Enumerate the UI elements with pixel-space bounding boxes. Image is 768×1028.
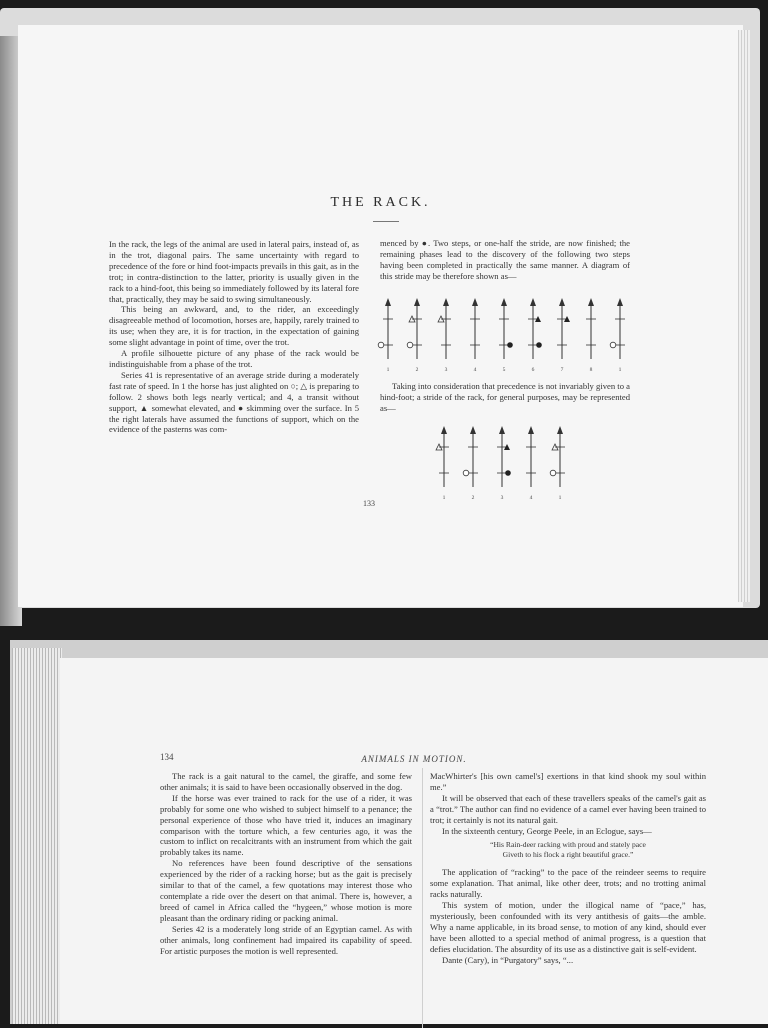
arrow-head	[414, 298, 420, 306]
page-133	[18, 25, 743, 607]
left-column	[160, 771, 412, 956]
phase-label: 7	[560, 367, 564, 373]
right-column	[430, 771, 706, 966]
open-circle-symbol	[378, 342, 384, 348]
paragraph: Taking into consideration that precedence is not invariably given to a hind-foot; a stride of the rack, for general purposes, may be represented as—	[380, 381, 630, 413]
solid-circle-symbol	[505, 470, 511, 476]
arrow-head	[501, 298, 507, 306]
arrow-head	[530, 298, 536, 306]
open-circle-symbol	[463, 470, 469, 476]
phase-label: 4	[529, 495, 533, 501]
page-number: 134	[160, 752, 174, 762]
phase-label: 3	[500, 495, 504, 501]
paragraph: In the rack, the legs of the animal are used in lateral pairs, instead of, as in the trot, diagonal pairs. The same uncertainty with regard to precedence of the fore or hind foot-impacts prevails in this gait, as in the trot; in contra-distinction to the latter, priority is usually given in the rack to a hind-foot, this being so immediately followed by its lateral fore that, practically, they may be said to swing simultaneously.	[109, 239, 359, 304]
page-134	[60, 658, 768, 1024]
arrow-head	[557, 426, 563, 434]
phase-label: 2	[415, 367, 419, 373]
running-head: ANIMALS IN MOTION.	[361, 754, 467, 764]
open-circle-symbol	[610, 342, 616, 348]
arrow-head	[443, 298, 449, 306]
phase-label: 1	[442, 495, 446, 501]
phase-label: 5	[502, 367, 506, 373]
paragraph: It will be observed that each of these travellers speaks of the camel's gait as a “trot.” The author can find no evidence of a camel ever having been trained to trot; it certainly is not its natural gait.	[430, 792, 706, 825]
verse-quote	[430, 840, 706, 859]
rack-diagram-full-stride	[374, 295, 636, 375]
rack-diagram-general	[432, 423, 572, 501]
quote-line: Giveth to his flock a right beautiful grace.”	[502, 849, 634, 859]
page-title: THE RACK.	[330, 195, 431, 210]
phase-label: 4	[473, 367, 477, 373]
paragraph: Series 42 is a moderately long stride of an Egyptian camel. As with other animals, long confinement had impaired its capability of speed. For artistic purposes the motion is well represented.	[160, 923, 412, 956]
arrow-head	[528, 426, 534, 434]
arrow-head	[559, 298, 565, 306]
column-divider	[422, 768, 423, 1028]
arrow-head	[472, 298, 478, 306]
paragraph: menced by ●. Two steps, or one-half the stride, are now finished; the remaining phases lead to the discovery of the following two steps having been completed in practically the same manner. A diagram of this stride may be therefore shown as—	[380, 238, 630, 281]
phase-label: 8	[589, 367, 593, 373]
title-ornament	[373, 221, 399, 222]
phase-label: 6	[531, 367, 535, 373]
phase-label: 2	[471, 495, 475, 501]
page-number: 133	[363, 499, 375, 508]
arrow-head	[588, 298, 594, 306]
paragraph: MacWhirter's [his own camel's] exertions in that kind shook my soul within me.”	[430, 771, 706, 792]
paragraph: The rack is a gait natural to the camel, the giraffe, and some few other animals; it is said to have been occasionally observed in the dog.	[160, 771, 412, 792]
right-column-lower	[380, 381, 630, 414]
arrow-head	[385, 298, 391, 306]
paragraph: No references have been found descriptive of the sensations experienced by the rider of a racking horse; but as the gait is precisely similar to that of the camel, a few quotations may interest those who contemplate a ride over the desert on that animal. There is, however, a breed of camel in Africa called the “hygeen,” whose motion is more pleasant than the ordinary riding or packing animal.	[160, 858, 412, 923]
arrow-head	[499, 426, 505, 434]
paragraph: Dante (Cary), in “Purgatory” says, “...	[442, 954, 574, 965]
phase-label: 1	[558, 495, 562, 501]
open-circle-symbol	[407, 342, 413, 348]
arrow-head	[617, 298, 623, 306]
paragraph: This being an awkward, and, to the rider, an exceedingly disagreeable method of locomotion, horses are, happily, rarely trained to its use; when they are, it is for traction, in the expectation of gaining some slight advantage in point of time, over the trot.	[109, 304, 359, 348]
solid-circle-symbol	[507, 342, 513, 348]
paragraph: A profile silhouette picture of any phase of the rack would be indistinguishable from a phase of the trot.	[109, 348, 359, 369]
open-circle-symbol	[550, 470, 556, 476]
paragraph: If the horse was ever trained to rack for the use of a rider, it was probably for some one who wished to subject himself to a penance; the personal experience of those who have tried it, induces an imaginary comparison with the torture which, a few centuries ago, it was the custom to inflict on recalcitrants with an instrument from which the gait probably takes its name.	[160, 792, 412, 858]
bottom-page-stack-edge	[12, 648, 62, 1024]
top-page-stack-edge	[738, 30, 750, 602]
paragraph: The application of “racking” to the pace of the reindeer seems to require some explanation. That animal, like other deer, trots; and no trotting animal racks naturally.	[430, 867, 706, 900]
solid-circle-symbol	[536, 342, 542, 348]
paragraph: In the sixteenth century, George Peele, in an Eclogue, says—	[442, 825, 652, 836]
quote-line: “His Rain-deer racking with proud and stately pace	[490, 840, 646, 850]
phase-label: 3	[444, 367, 448, 373]
paragraph: This system of motion, under the illogical name of “pace,” has, mysteriously, been confounded with its very antithesis of gaits—the amble. Why a name applicable, in its broad sense, to motion of any kind, should ever have been allotted to a special method of animal progress, is a question that defies elucidation. The absurdity of its use as a distinctive gait is self-evident.	[430, 900, 706, 954]
phase-label: 1	[386, 367, 390, 373]
left-column	[109, 239, 359, 525]
right-column-upper	[380, 238, 630, 282]
paragraph: Series 41 is representative of an average stride during a moderately fast rate of speed. In 1 the horse has just alighted on ○; △ is preparing to follow. 2 shows both legs nearly vertical; and 4, a transit without support, ▲ somewhat elevated, and ● skimming over the surface. In 5 the right laterals have assumed the functions of support, which on the evidence of the pasterns was com-	[109, 369, 359, 435]
arrow-head	[441, 426, 447, 434]
phase-label: 1	[618, 367, 622, 373]
arrow-head	[470, 426, 476, 434]
